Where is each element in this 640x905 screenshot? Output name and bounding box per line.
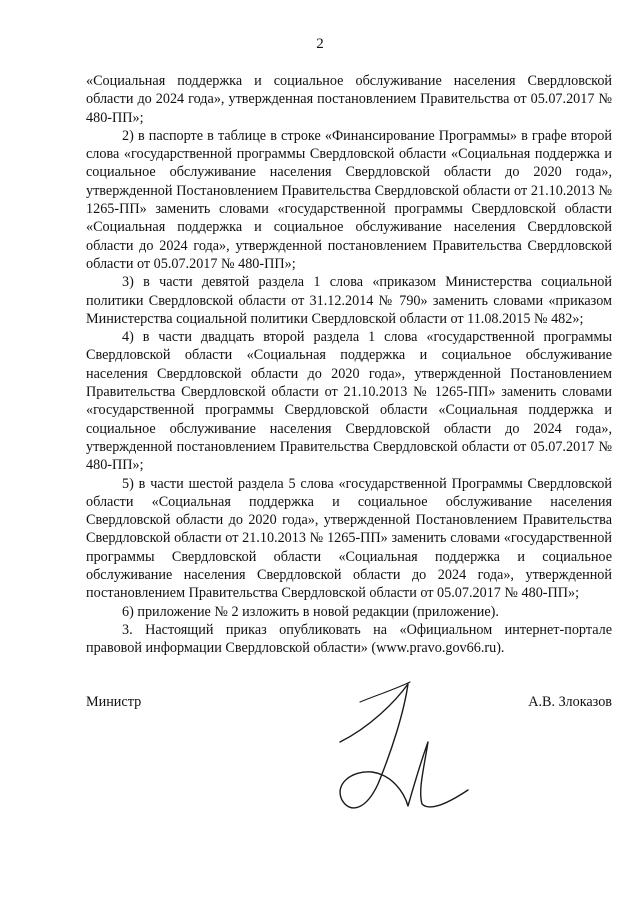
paragraph-item-3: 3) в части девятой раздела 1 слова «приказом Министерства социальной политики Свердловской области от 31.12.2014 № 790» заменить словами «приказом Министерства социальной политики Свердловской области от 11.08.2015 № 482»;: [86, 274, 612, 327]
signatory-name: А.В. Злоказов: [528, 694, 612, 710]
document-body: [86, 72, 612, 658]
page-number: 2: [316, 36, 324, 52]
paragraph-item-5: 5) в части шестой раздела 5 слова «государственной Программы Свердловской области «Социальная поддержка и социальное обслуживание населения Свердловской области до 2020 года», утвержденной Постановлением Правительства Свердловской области от 21.10.2013 № 1265-ПП» заменить словами «государственной программы Свердловской области «Социальная поддержка и социальное обслуживание населения Свердловской области до 2024 года», утвержденной постановлением Правительства Свердловской области от 05.07.2017 № 480-ПП»;: [86, 475, 612, 602]
paragraph-item-6: 6) приложение № 2 изложить в новой редакции (приложение).: [122, 603, 499, 620]
handwritten-signature: [300, 672, 500, 822]
paragraph-continuation: «Социальная поддержка и социальное обслуживание населения Свердловской области до 2024 года», утвержденная постановлением Правительства от 05.07.2017 № 480-ПП»;: [86, 73, 612, 126]
paragraph-item-4: 4) в части двадцать второй раздела 1 слова «государственной программы Свердловской области «Социальная поддержка и социальное обслуживание населения Свердловской области до 2020 года», утвержденной Постановлением Правительства Свердловской области от 21.10.2013 № 1265-ПП» заменить словами «государственной программы Свердловской области «Социальная поддержка и социальное обслуживание населения Свердловской области до 2024 года», утвержденной постановлением Правительства Свердловской области от 05.07.2017 № 480-ПП»;: [86, 329, 612, 474]
paragraph-publication: 3. Настоящий приказ опубликовать на «Официальном интернет-портале правовой информации Свердловской области» (www.pravo.gov66.ru).: [86, 621, 612, 657]
signatory-position: Министр: [86, 694, 142, 710]
paragraph-item-2: 2) в паспорте в таблице в строке «Финансирование Программы» в графе второй слова «государственной программы Свердловской области «Социальная поддержка и социальное обслуживание населения Свердловской области до 2020 года», утвержденной Постановлением Правительства Свердловской области от 21.10.2013 № 1265-ПП» заменить словами «государственной программы Свердловской области «Социальная поддержка и социальное обслуживание населения Свердловской области до 2024 года», утвержденной постановлением Правительства Свердловской области от 05.07.2017 № 480-ПП»;: [86, 127, 612, 272]
